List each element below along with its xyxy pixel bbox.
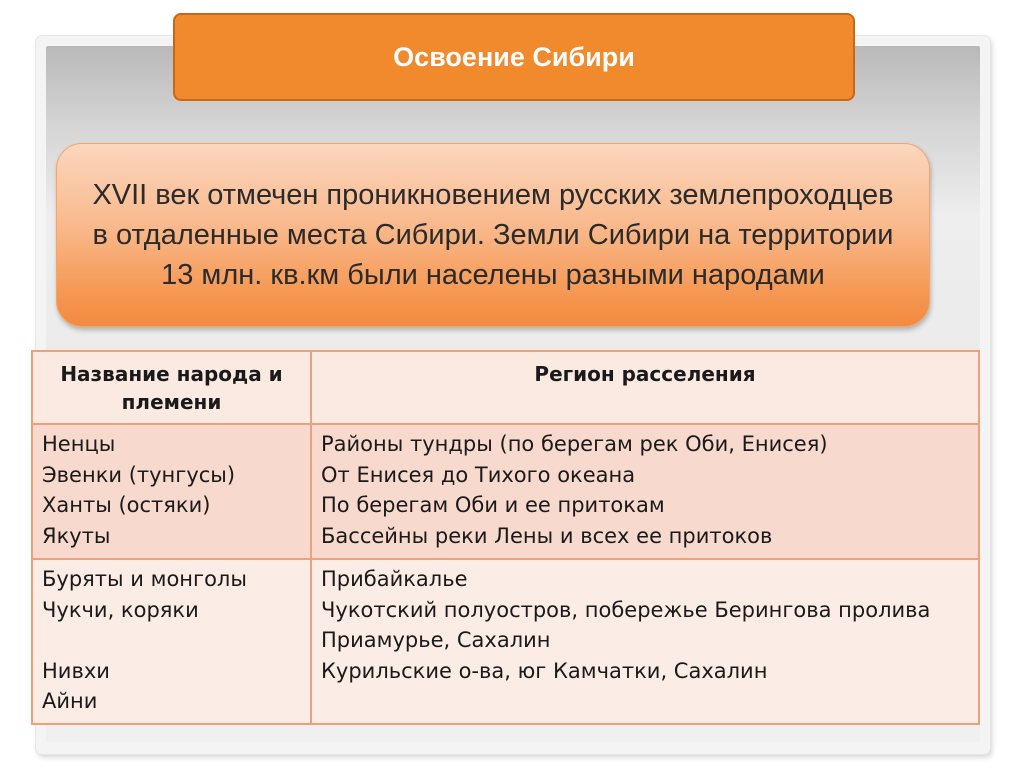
table-row	[32, 559, 979, 724]
region-text: От Енисея до Тихого океана	[321, 462, 636, 487]
people-name: Ненцы	[42, 432, 116, 456]
people-name: Эвенки (тунгусы)	[42, 462, 236, 487]
people-cell	[32, 559, 311, 724]
table-row	[32, 424, 979, 559]
peoples-table	[31, 350, 980, 725]
intro-callout	[56, 143, 930, 327]
region-text: Приамурье, Сахалин	[321, 628, 551, 652]
slide-title: Освоение Сибири	[393, 41, 635, 72]
people-name: Айни	[42, 689, 98, 713]
line-spacer	[42, 625, 302, 656]
people-name: Буряты и монголы	[42, 567, 247, 591]
region-text: По берегам Оби и ее притокам	[321, 493, 665, 517]
people-cell	[32, 424, 311, 559]
region-cell	[311, 424, 979, 559]
region-text: Курильские о-ва, юг Камчатки, Сахалин	[321, 658, 768, 683]
header-region: Регион расселения	[311, 351, 979, 424]
people-name: Чукчи, коряки	[42, 597, 199, 622]
region-cell	[311, 559, 979, 724]
title-banner	[173, 13, 855, 101]
people-name: Якуты	[42, 523, 111, 548]
intro-text: XVII век отмечен проникновением русских землепроходцев в отдаленные места Сибири. Земли Сибири на территории 13 млн. кв.км были населены разными народами	[92, 179, 894, 291]
people-name: Ханты (остяки)	[42, 493, 211, 517]
header-people: Название народа и племени	[32, 351, 311, 424]
table-header-row	[32, 351, 979, 424]
region-text: Районы тундры (по берегам рек Оби, Енисея)	[321, 432, 828, 456]
region-text: Чукотский полуостров, побережье Берингова пролива	[321, 597, 931, 622]
region-text: Бассейны реки Лены и всех ее притоков	[321, 523, 773, 548]
region-text: Прибайкалье	[321, 567, 468, 591]
people-name: Нивхи	[42, 658, 110, 683]
